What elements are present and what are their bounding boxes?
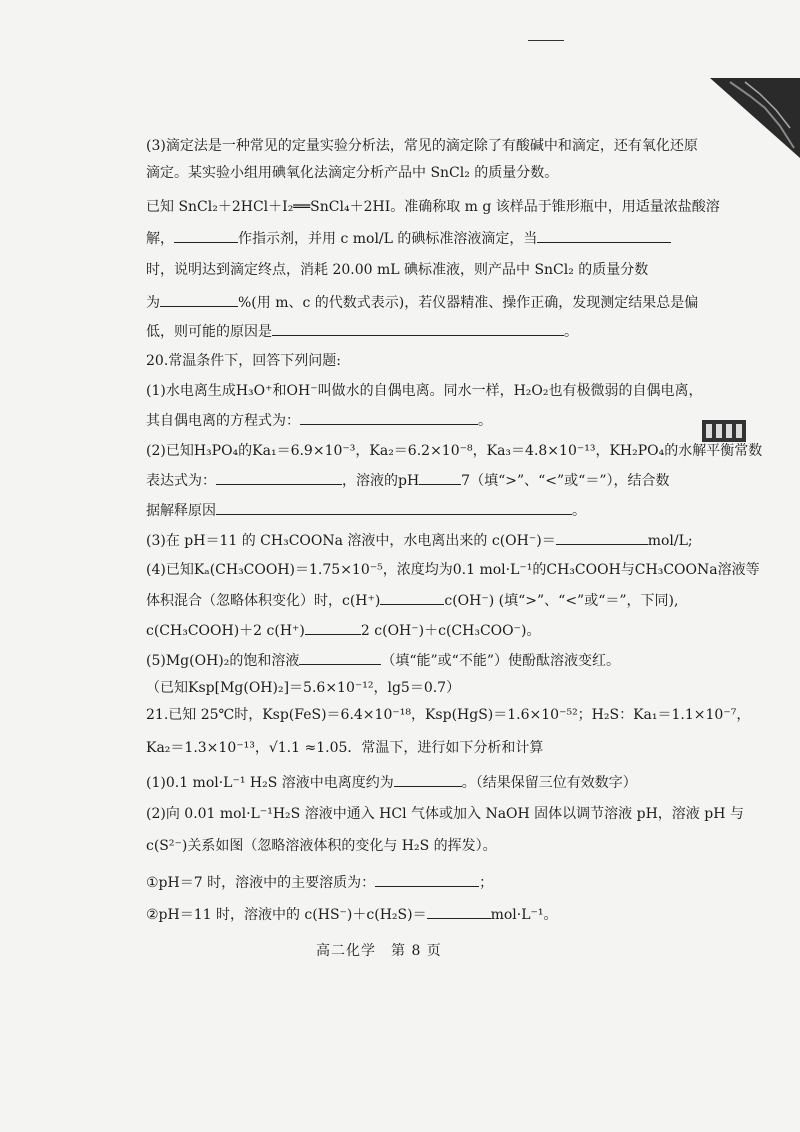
text-line: 滴定。某实验小组用碘氧化法滴定分析产品中 SnCl₂ 的质量分数。	[146, 165, 559, 181]
text-line: (1)水电离生成H₃O⁺和OH⁻叫做水的自偶电离。同水一样，H₂O₂也有极微弱的自偶电离，	[146, 383, 703, 399]
text-segment: ①pH＝7 时，溶液中的主要溶质为：	[146, 875, 376, 891]
answer-blank[interactable]	[556, 530, 648, 545]
text-segment: mol/L;	[647, 533, 693, 549]
answer-blank[interactable]	[375, 872, 479, 887]
text-line	[146, 410, 492, 431]
side-tab-graphic	[702, 420, 746, 442]
text-segment: 体积混合（忽略体积变化）时，c(H⁺)	[146, 593, 381, 609]
text-line: (2)向 0.01 mol·L⁻¹H₂S 溶液中通入 HCl 气体或加入 NaOH 固体以调节溶液 pH，溶液 pH 与	[146, 806, 744, 822]
question-heading: 21.已知 25℃时，Ksp(FeS)＝6.4×10⁻¹⁸，Ksp(HgS)＝1.6×10⁻⁵²；H₂S：Ka₁＝1.1×10⁻⁷，	[146, 707, 751, 723]
text-line: 时，说明达到滴定终点，消耗 20.00 mL 碘标准液，则产品中 SnCl₂ 的质量分数	[146, 262, 649, 278]
text-segment: 据解释原因	[146, 503, 216, 519]
text-segment: 。（结果保留三位有效数字）	[461, 775, 637, 791]
text-segment: 。	[478, 413, 492, 429]
text-segment: 表达式为：	[146, 473, 216, 489]
answer-blank[interactable]	[305, 620, 361, 635]
question-heading: 20.常温条件下，回答下列问题:	[146, 353, 341, 369]
text-segment: 作指示剂，并用 c mol/L 的碘标准溶液滴定，当	[238, 231, 538, 247]
text-line	[146, 590, 678, 611]
text-segment: 7（填“>”、“<”或“＝”），结合数	[461, 473, 670, 489]
text-line: （已知Ksp[Mg(OH)₂]＝5.6×10⁻¹²，lg5＝0.7）	[146, 680, 461, 696]
text-line	[146, 292, 698, 313]
text-segment: 其自偶电离的方程式为：	[146, 413, 300, 429]
text-line	[146, 228, 671, 249]
text-line: (4)已知Kₐ(CH₃COOH)＝1.75×10⁻⁵，浓度均为0.1 mol·L⁻¹的CH₃COOH与CH₃COONa溶液等	[146, 562, 760, 578]
text-segment: 。	[564, 324, 578, 340]
answer-blank[interactable]	[380, 590, 444, 605]
answer-blank[interactable]	[160, 292, 238, 307]
text-line: 已知 SnCl₂＋2HCl＋I₂══SnCl₄＋2HI。准确称取 m g 该样品于锥形瓶中，用适量浓盐酸溶	[146, 199, 720, 215]
text-segment: 为	[146, 295, 160, 311]
answer-blank[interactable]	[300, 410, 478, 425]
page-footer: 高二化学 第 8 页	[316, 943, 442, 959]
answer-blank[interactable]	[272, 321, 564, 336]
text-line	[146, 650, 620, 671]
text-line	[146, 904, 558, 925]
answer-blank[interactable]	[394, 772, 462, 787]
text-segment: (1)0.1 mol·L⁻¹ H₂S 溶液中电离度约为	[146, 775, 394, 791]
text-line	[146, 530, 693, 551]
text-segment: %(用 m、c 的代数式表示)，若仪器精准、操作正确，发现测定结果总是偏	[238, 295, 699, 311]
text-line: (2)已知H₃PO₄的Ka₁＝6.9×10⁻³，Ka₂＝6.2×10⁻⁸，Ka₃＝4.8×10⁻¹³，KH₂PO₄的水解平衡常数	[146, 443, 763, 459]
answer-blank[interactable]	[537, 228, 671, 243]
text-segment: (3)在 pH＝11 的 CH₃COONa 溶液中，水电离出来的 c(OH⁻)＝	[146, 533, 556, 549]
text-line	[146, 772, 637, 793]
text-segment: 低，则可能的原因是	[146, 324, 272, 340]
text-segment: (5)Mg(OH)₂的饱和溶液	[146, 653, 300, 669]
text-segment: 解，	[146, 231, 174, 247]
answer-blank[interactable]	[299, 650, 381, 665]
answer-blank[interactable]	[216, 470, 342, 485]
text-line: c(S²⁻)关系如图（忽略溶液体积的变化与 H₂S 的挥发）。	[146, 838, 497, 854]
text-line	[146, 321, 578, 342]
text-segment: mol·L⁻¹。	[490, 907, 558, 923]
answer-blank[interactable]	[419, 470, 461, 485]
text-segment: 。	[572, 503, 586, 519]
text-segment: c(OH⁻) (填“>”、“<”或“＝”，下同),	[444, 593, 679, 609]
text-segment: c(CH₃COOH)＋2 c(H⁺)	[146, 623, 305, 639]
text-line	[146, 500, 586, 521]
text-segment: 2 c(OH⁻)＋c(CH₃COO⁻)。	[360, 623, 541, 639]
text-segment: ；	[479, 875, 494, 891]
text-segment: ，溶液的pH	[342, 473, 420, 489]
text-segment: ②pH＝11 时，溶液中的 c(HS⁻)＋c(H₂S)＝	[146, 907, 427, 923]
text-line	[146, 620, 540, 641]
text-line: Ka₂＝1.3×10⁻¹³，√1.1 ≈1.05．常温下，进行如下分析和计算	[146, 740, 544, 756]
text-line	[146, 470, 669, 491]
corner-stamp-graphic	[690, 78, 800, 158]
answer-blank[interactable]	[174, 228, 238, 243]
top-mark	[528, 40, 564, 41]
answer-blank[interactable]	[427, 904, 491, 919]
text-segment: （填“能”或“不能”）使酚酞溶液变红。	[381, 653, 620, 669]
text-line	[146, 872, 493, 893]
answer-blank[interactable]	[216, 500, 572, 515]
text-line: (3)滴定法是一种常见的定量实验分析法，常见的滴定除了有酸碱中和滴定，还有氧化还原	[146, 138, 698, 154]
